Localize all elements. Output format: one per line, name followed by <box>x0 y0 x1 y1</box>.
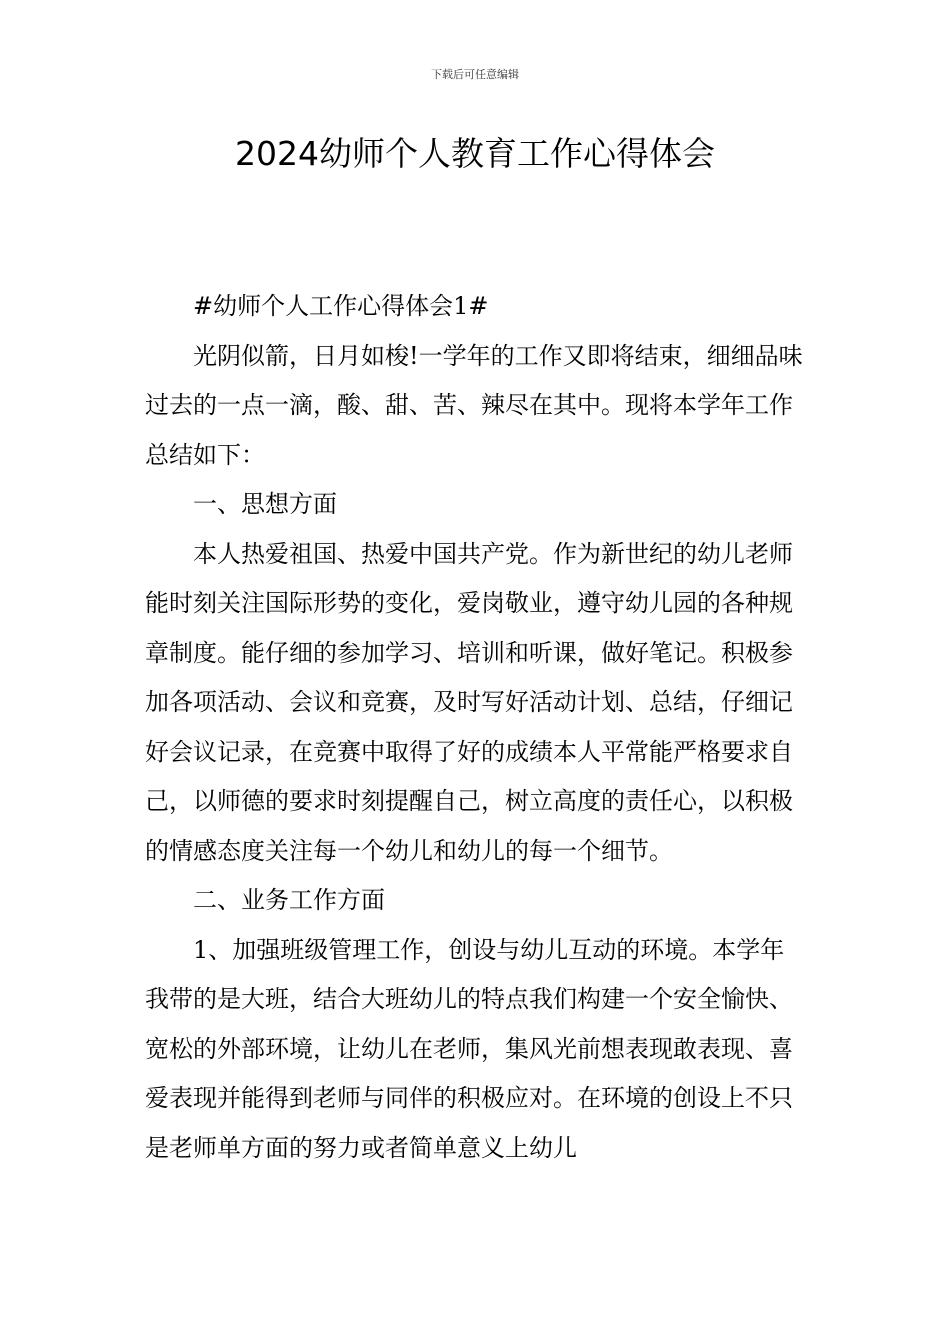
download-note: 下载后可任意编辑 <box>431 68 519 81</box>
section-heading-1: #幼师个人工作心得体会1# <box>193 292 489 320</box>
work-paragraph-1: 1、加强班级管理工作，创设与幼儿互动的环境。本学年我带的是大班，结合大班幼儿的特点我们构建一个安全愉快、宽松的外部环境，让幼儿在老师，集风光前想表现敢表现、喜爱表现并能得到老师与同伴的积极应对。在环境的创设上不只是老师单方面的努力或者简单意义上幼儿 <box>145 935 793 1162</box>
section-heading-work: 二、业务工作方面 <box>193 886 385 914</box>
section-heading-thought: 一、思想方面 <box>193 490 337 518</box>
thought-paragraph: 本人热爱祖国、热爱中国共产党。作为新世纪的幼儿老师能时刻关注国际形势的变化，爱岗敬业，遵守幼儿园的各种规章制度。能仔细的参加学习、培训和听课，做好笔记。积极参加各项活动、会议和竞赛，及时写好活动计划、总结，仔细记好会议记录，在竞赛中取得了好的成绩本人平常能严格要求自己，以师德的要求时刻提醒自己，树立高度的责任心，以积极的情感态度关注每一个幼儿和幼儿的每一个细节。 <box>145 539 793 865</box>
document-body <box>145 282 807 1173</box>
intro-paragraph: 光阴似箭，日月如梭!一学年的工作又即将结束，细细品味过去的一点一滴，酸、甜、苦、辣尽在其中。现将本学年工作总结如下： <box>145 341 803 469</box>
document-title: 2024幼师个人教育工作心得体会 <box>235 134 715 173</box>
